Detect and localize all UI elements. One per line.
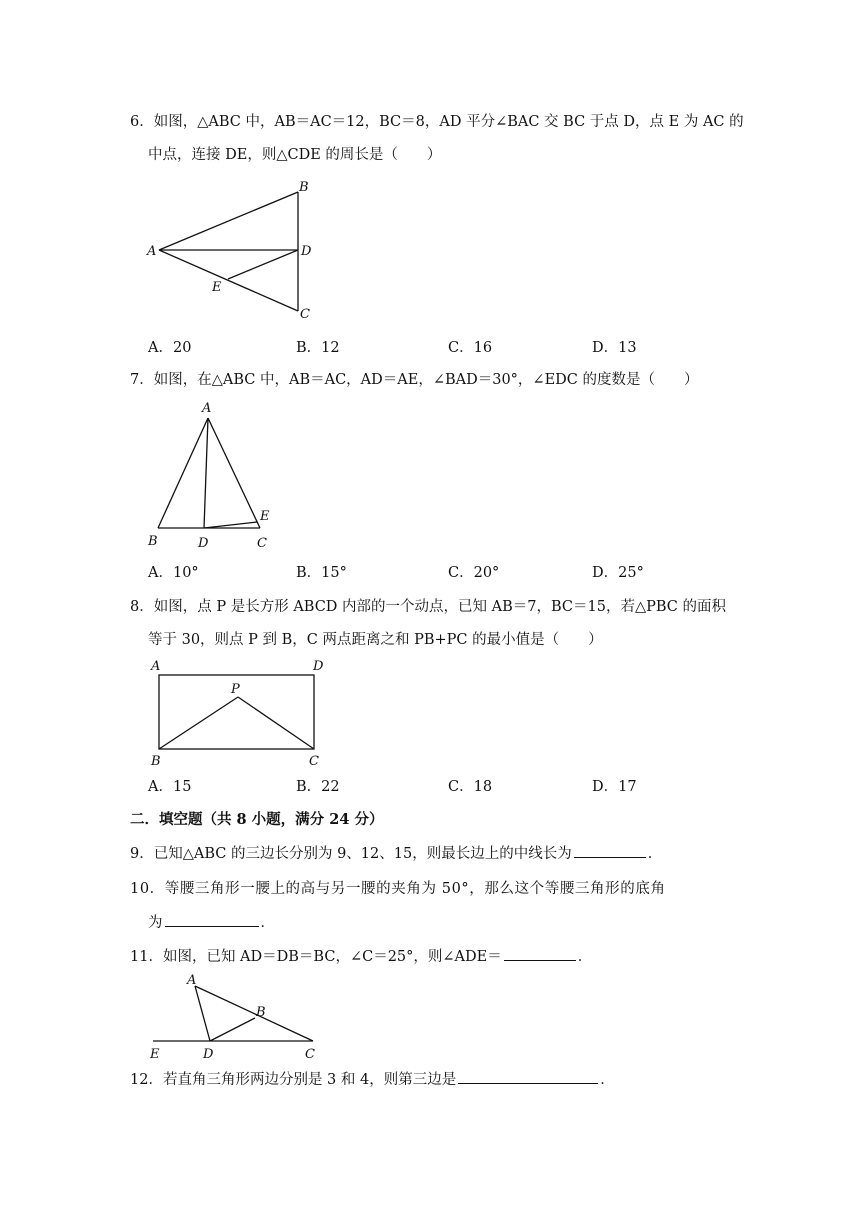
- q7-label-c: C: [257, 536, 267, 551]
- q8-option-c: C．18: [448, 779, 493, 795]
- q7-label-e: E: [260, 509, 270, 524]
- q8-option-d: D．17: [592, 779, 637, 795]
- q6-text-body: 如图，△ABC 中，AB＝AC＝12，BC＝8，AD 平分∠BAC 交 BC 于点 D，点 E 为 AC 的: [153, 114, 744, 130]
- q12-end: ．: [600, 1072, 615, 1088]
- q10-line2: [148, 912, 275, 933]
- q11-label-c: C: [305, 1047, 315, 1062]
- q6-option-d: D．13: [592, 340, 637, 356]
- q8-option-a: A．15: [148, 779, 192, 795]
- q7-figure: [140, 398, 290, 553]
- q8-text-body: 如图，点 P 是长方形 ABCD 内部的一个动点，已知 AB＝7，BC＝15，若△PBC 的面积: [153, 599, 727, 615]
- q8-figure: [145, 655, 335, 770]
- q11-answer-blank[interactable]: [504, 946, 576, 961]
- q9-end: ．: [647, 846, 663, 862]
- q6-stem-line1: [130, 112, 744, 132]
- q7-option-d: D．25°: [592, 565, 644, 581]
- q12-text: 12．若直角三角形两边分别是 3 和 4，则第三边是: [130, 1072, 457, 1088]
- q6-text: 6．: [130, 114, 154, 130]
- q6-option-a: A．20: [148, 340, 192, 356]
- q8-stem-line2: 等于 30，则点 P 到 B，C 两点距离之和 PB+PC 的最小值是（ ）: [148, 632, 603, 648]
- q7-stem-line1: [130, 370, 699, 390]
- q7-label-d: D: [198, 536, 209, 551]
- q11-label-a: A: [187, 973, 197, 988]
- q7-option-c: C．20°: [448, 565, 500, 581]
- q7-number: 7．: [130, 372, 154, 388]
- q6-option-c: C．16: [448, 340, 493, 356]
- q11-text: 11．如图，已知 AD＝DB＝BC，∠C＝25°，则∠ADE＝: [130, 949, 502, 965]
- q10-end: ．: [260, 915, 275, 931]
- q8-label-d: D: [313, 659, 324, 674]
- q6-label-b: B: [299, 180, 309, 195]
- q6-option-b: B．12: [296, 340, 340, 356]
- q8-label-p: P: [231, 682, 240, 697]
- q8-stem-line1: [130, 597, 726, 617]
- q11-figure: [145, 970, 325, 1065]
- q6-figure: [145, 178, 325, 328]
- q8-label-b: B: [151, 754, 161, 769]
- q8-option-b: B．22: [296, 779, 340, 795]
- q12-answer-blank[interactable]: [458, 1069, 598, 1084]
- q7-option-b: B．15°: [296, 565, 347, 581]
- q7-text-body: 如图，在△ABC 中，AB＝AC，AD＝AE，∠BAD＝30°，∠EDC 的度数是（ ）: [153, 372, 699, 388]
- q7-label-b: B: [148, 534, 158, 549]
- q7-option-a: A．10°: [148, 565, 199, 581]
- q12-line: [130, 1069, 615, 1090]
- q10-answer-blank[interactable]: [165, 912, 259, 927]
- q10-text: 为: [148, 915, 163, 931]
- q11-line: [130, 946, 592, 967]
- q10-line1: 10．等腰三角形一腰上的高与另一腰的夹角为 50°，那么这个等腰三角形的底角: [130, 881, 666, 897]
- q8-label-a: A: [151, 659, 161, 674]
- q6-label-a: A: [147, 244, 157, 259]
- q6-label-e: E: [212, 280, 222, 295]
- q11-label-e: E: [150, 1047, 160, 1062]
- q11-end: ．: [577, 949, 593, 965]
- q6-stem-line2: 中点，连接 DE，则△CDE 的周长是（ ）: [148, 147, 442, 163]
- section-heading: 二．填空题（共 8 小题，满分 24 分）: [130, 811, 384, 828]
- q8-label-c: C: [309, 754, 319, 769]
- q8-number: 8．: [130, 599, 154, 615]
- q11-label-d: D: [203, 1047, 214, 1062]
- q6-label-d: D: [301, 244, 312, 259]
- q9-line: [130, 843, 662, 864]
- q9-answer-blank[interactable]: [574, 843, 646, 858]
- q7-label-a: A: [202, 401, 212, 416]
- q11-label-b: B: [256, 1005, 266, 1020]
- q9-text: 9．已知△ABC 的三边长分别为 9、12、15，则最长边上的中线长为: [130, 846, 572, 862]
- q6-label-c: C: [300, 307, 310, 322]
